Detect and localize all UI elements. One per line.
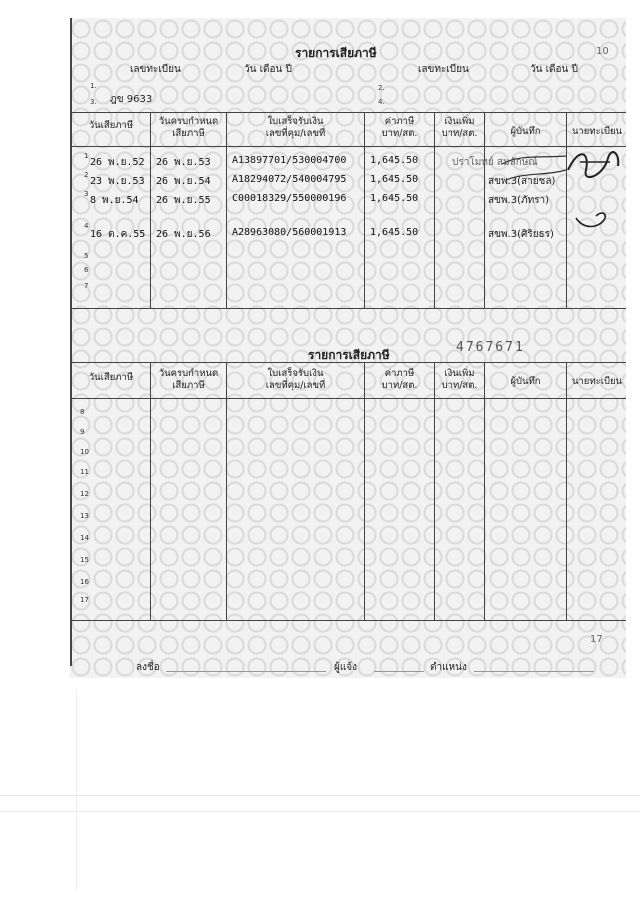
row-number: 2 [84, 171, 89, 179]
paid-date: 23 พ.ย.53 [90, 176, 145, 187]
page-marker-top: 10 [596, 46, 609, 57]
row-number: 10 [80, 448, 89, 456]
receipt-number: A28963080/560001913 [232, 227, 347, 238]
row-number: 8 [80, 408, 85, 416]
paid-date: 8 พ.ย.54 [90, 195, 139, 206]
tax-amount: 1,645.50 [370, 193, 419, 204]
section-title-top: รายการเสียภาษี [295, 46, 377, 60]
row-number: 6 [84, 266, 89, 274]
footer-right-line [474, 671, 594, 672]
row-number: 15 [80, 556, 89, 564]
reg-header-left-date: วัน เดือน ปี [244, 64, 292, 75]
recorder-name: สขพ.3(ศิริยธร) [488, 229, 554, 240]
table1-col-divider [150, 112, 151, 308]
table2-col-header: วันครบกำหนด เสียภาษี [158, 368, 219, 391]
recorder-stamp-mark [500, 150, 570, 190]
registrar-signature [572, 208, 612, 234]
footer-mid-line [374, 671, 424, 672]
footer-sign-line [166, 671, 326, 672]
table1-col-divider [484, 112, 485, 308]
table2-col-divider [434, 362, 435, 620]
stamp-number: 4767671 [456, 340, 525, 355]
tax-amount: 1,645.50 [370, 227, 419, 238]
table2-bottom-line [70, 620, 626, 621]
receipt-number: A18294072/540004795 [232, 174, 347, 185]
table2-top-line [70, 362, 626, 363]
table2-col-header: นายทะเบียน [571, 376, 623, 387]
table1-header-line [70, 146, 626, 147]
reg-entry-num: 3. [90, 98, 97, 106]
row-number: 5 [84, 252, 89, 260]
table2-col-divider [226, 362, 227, 620]
due-date: 26 พ.ย.56 [156, 229, 211, 240]
recorder-name: ปราโมทย์ สมลักษณ์ [452, 157, 538, 168]
scan-artifact-line [0, 795, 640, 796]
page-marker-bottom: 17 [590, 634, 603, 645]
table2-col-header: ใบเสร็จรับเงิน เลขที่คุม/เลขที่ [265, 368, 326, 391]
footer-sign-label: ลงชื่อ [136, 662, 160, 673]
table1-top-line [70, 112, 626, 113]
row-number: 11 [80, 468, 89, 476]
tax-amount: 1,645.50 [370, 174, 419, 185]
table1-col-header: นายทะเบียน [571, 126, 623, 137]
table1-bottom-line [70, 308, 626, 309]
section-title-bottom: รายการเสียภาษี [308, 348, 390, 362]
scan-artifact-line [0, 811, 640, 812]
receipt-number: C00018329/550000196 [232, 193, 347, 204]
reg-header-left-label: เลขทะเบียน [130, 64, 181, 75]
row-number: 12 [80, 490, 89, 498]
row-number: 7 [84, 282, 89, 290]
paid-date: 26 พ.ย.52 [90, 157, 145, 168]
reg-header-right-date: วัน เดือน ปี [530, 64, 578, 75]
footer-right-label: ตำแหน่ง [430, 662, 467, 673]
table1-col-header: เงินเพิ่ม บาท/สต. [441, 116, 478, 139]
table2-col-divider [484, 362, 485, 620]
sheet-left-border [70, 18, 72, 666]
due-date: 26 พ.ย.54 [156, 176, 211, 187]
row-number: 4 [84, 222, 89, 230]
table2-header-line [70, 398, 626, 399]
reg-entry-num: 1. [90, 82, 97, 90]
table2-col-divider [566, 362, 567, 620]
table1-col-header: วันเสียภาษี [88, 120, 134, 131]
reg-entry-num: 2. [378, 84, 385, 92]
footer-mid-label: ผู้แจ้ง [334, 662, 358, 673]
scan-artifact-line [76, 690, 77, 890]
due-date: 26 พ.ย.53 [156, 157, 211, 168]
table1-col-divider [364, 112, 365, 308]
reg-header-right-label: เลขทะเบียน [418, 64, 469, 75]
receipt-number: A13897701/530004700 [232, 155, 347, 166]
table1-col-divider [226, 112, 227, 308]
table2-col-header: เงินเพิ่ม บาท/สต. [441, 368, 478, 391]
table1-col-divider [434, 112, 435, 308]
row-number: 13 [80, 512, 89, 520]
table1-col-header: วันครบกำหนด เสียภาษี [158, 116, 219, 139]
row-number: 1 [84, 152, 89, 160]
table1-col-header: ค่าภาษี บาท/สต. [381, 116, 418, 139]
recorder-name: สขพ.3(สายชล) [488, 176, 556, 187]
table2-col-header: ผู้บันทึก [510, 376, 541, 387]
table2-col-header: ค่าภาษี บาท/สต. [381, 368, 418, 391]
recorder-name: สขพ.3(ภัทรา) [488, 195, 550, 206]
row-number: 3 [84, 190, 89, 198]
tax-amount: 1,645.50 [370, 155, 419, 166]
row-number: 16 [80, 578, 89, 586]
license-plate-value: ฎข 9633 [110, 94, 153, 105]
table2-col-header: วันเสียภาษี [88, 372, 134, 383]
row-number: 17 [80, 596, 89, 604]
due-date: 26 พ.ย.55 [156, 195, 211, 206]
reg-entry-num: 4. [378, 98, 385, 106]
paid-date: 16 ต.ค.55 [90, 229, 146, 240]
table1-col-header: ใบเสร็จรับเงิน เลขที่คุม/เลขที่ [265, 116, 326, 139]
table1-col-header: ผู้บันทึก [510, 126, 541, 137]
row-number: 9 [80, 428, 85, 436]
table2-col-divider [364, 362, 365, 620]
table2-col-divider [150, 362, 151, 620]
row-number: 14 [80, 534, 89, 542]
